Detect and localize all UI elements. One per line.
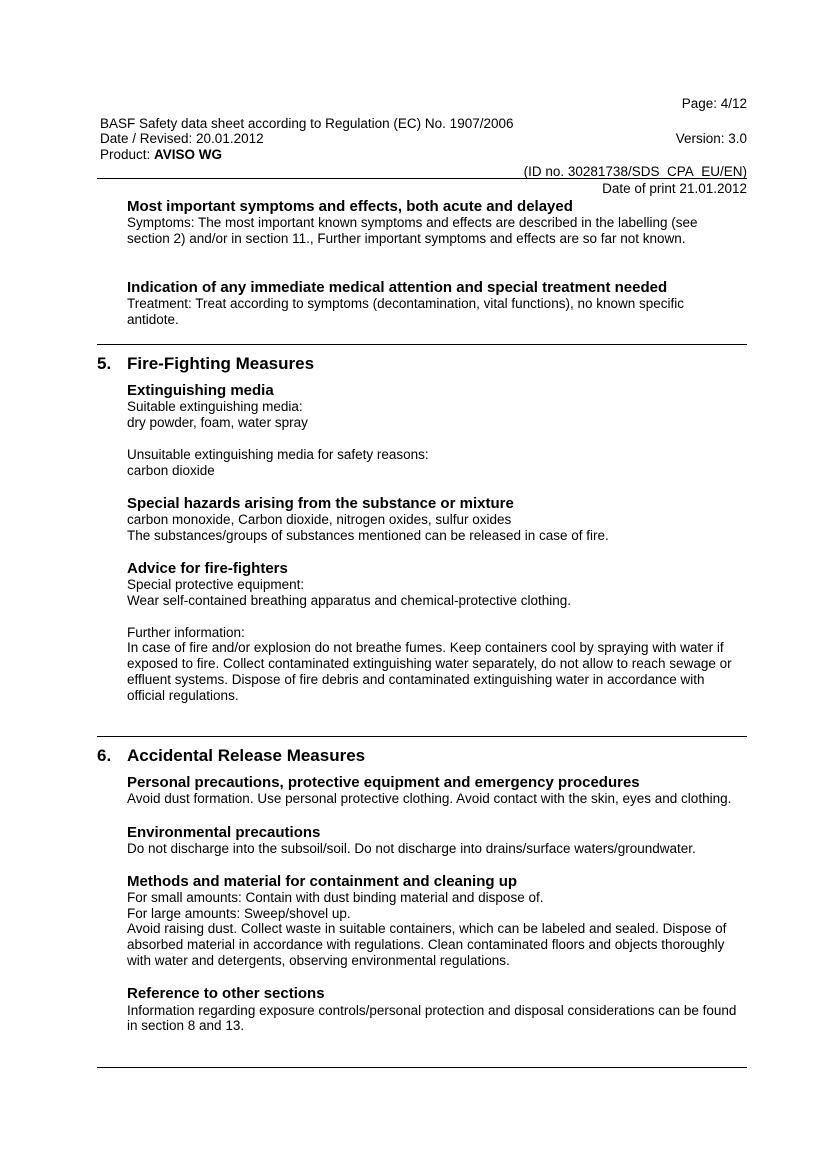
personal-line-1: Avoid dust formation. Use personal protective clothing. Avoid contact with the skin, eyes and clothing. (127, 791, 732, 806)
symptoms-line-2: section 2) and/or in section 11., Further important symptoms and effects are so far not known. (127, 231, 686, 246)
methods-line-2: For large amounts: Sweep/shovel up. (127, 906, 351, 921)
reference-heading: Reference to other sections (127, 985, 325, 1002)
header-id: (ID no. 30281738/SDS_CPA_EU/EN) (523, 164, 747, 179)
section-5-number: 5. (97, 354, 112, 373)
section-6-title: Accidental Release Measures (127, 746, 366, 765)
hazards-line-2: The substances/groups of substances mentioned can be released in case of fire. (127, 528, 609, 543)
section-5-title: Fire-Fighting Measures (127, 354, 315, 373)
hazards-heading: Special hazards arising from the substance or mixture (127, 495, 514, 512)
section-divider (97, 344, 747, 345)
advice-line-5: exposed to fire. Collect contaminated extinguishing water separately, do not allow to reach sewage or (127, 656, 732, 671)
methods-heading: Methods and material for containment and cleaning up (127, 873, 518, 890)
personal-heading: Personal precautions, protective equipment and emergency procedures (127, 774, 640, 791)
header-version: Version: 3.0 (675, 131, 747, 146)
extinguishing-line-4: carbon dioxide (127, 463, 215, 478)
footer-divider (97, 1067, 747, 1068)
advice-line-7: official regulations. (127, 688, 239, 703)
advice-line-3: Further information: (127, 625, 245, 640)
section-divider (97, 736, 747, 737)
page-number: Page: 4/12 (681, 96, 747, 111)
symptoms-heading: Most important symptoms and effects, both acute and delayed (127, 198, 573, 215)
hazards-line-1: carbon monoxide, Carbon dioxide, nitrogen oxides, sulfur oxides (127, 512, 512, 527)
header-regulation: BASF Safety data sheet according to Regulation (EC) No. 1907/2006 (100, 116, 514, 131)
header-revised-date: Date / Revised: 20.01.2012 (100, 131, 264, 146)
extinguishing-line-3: Unsuitable extinguishing media for safety reasons: (127, 447, 429, 462)
header-product (100, 147, 400, 163)
medical-heading: Indication of any immediate medical attention and special treatment needed (127, 279, 668, 296)
reference-line-2: in section 8 and 13. (127, 1018, 245, 1033)
environmental-line-1: Do not discharge into the subsoil/soil. Do not discharge into drains/surface waters/groundwater. (127, 841, 696, 856)
methods-line-1: For small amounts: Contain with dust binding material and dispose of. (127, 890, 544, 905)
header-divider (97, 178, 747, 179)
methods-line-5: with water and detergents, observing environmental regulations. (127, 953, 510, 968)
methods-line-3: Avoid raising dust. Collect waste in suitable containers, which can be labeled and sealed. Dispose of (127, 921, 727, 936)
print-date: Date of print 21.01.2012 (602, 181, 747, 196)
extinguishing-line-1: Suitable extinguishing media: (127, 399, 303, 414)
reference-line-1: Information regarding exposure controls/personal protection and disposal considerations can be found (127, 1003, 737, 1018)
advice-line-2: Wear self-contained breathing apparatus and chemical-protective clothing. (127, 593, 572, 608)
advice-line-1: Special protective equipment: (127, 577, 305, 592)
medical-line-2: antidote. (127, 312, 179, 327)
advice-line-4: In case of fire and/or explosion do not breathe fumes. Keep containers cool by spraying with water if (127, 640, 724, 655)
extinguishing-heading: Extinguishing media (127, 382, 274, 399)
symptoms-line-1: Symptoms: The most important known symptoms and effects are described in the labelling (see (127, 215, 698, 230)
product-name: AVISO WG (154, 147, 223, 162)
product-label: Product: (100, 147, 155, 162)
methods-line-4: absorbed material in accordance with regulations. Clean contaminated floors and objects thoroughly (127, 937, 725, 952)
advice-line-6: effluent systems. Dispose of fire debris and contaminated extinguishing water in accordance with (127, 672, 705, 687)
extinguishing-line-2: dry powder, foam, water spray (127, 415, 308, 430)
advice-heading: Advice for fire-fighters (127, 560, 288, 577)
environmental-heading: Environmental precautions (127, 824, 321, 841)
medical-line-1: Treatment: Treat according to symptoms (decontamination, vital functions), no known specific (127, 296, 685, 311)
section-6-number: 6. (97, 746, 112, 765)
